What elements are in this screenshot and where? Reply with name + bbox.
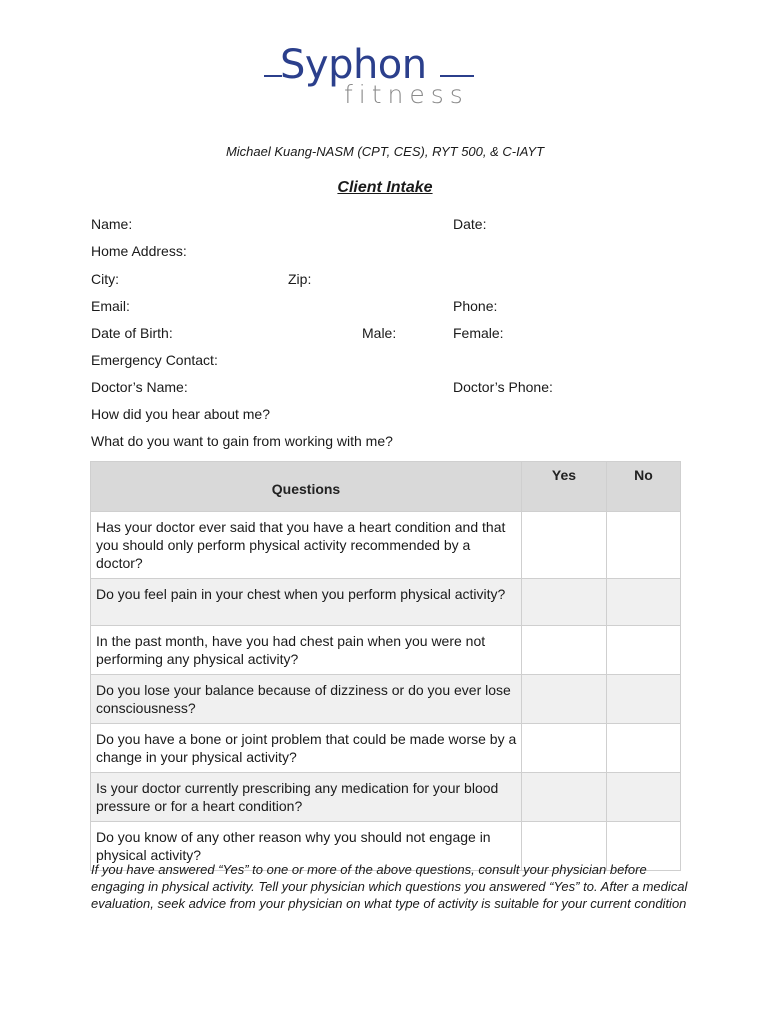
email-field[interactable]: Email: bbox=[91, 298, 130, 314]
no-checkbox-cell[interactable] bbox=[607, 579, 681, 626]
question-cell: Do you know of any other reason why you should not engage in physical activity? bbox=[91, 822, 522, 871]
emergency-contact-field[interactable]: Emergency Contact: bbox=[91, 352, 218, 368]
form-title: Client Intake bbox=[337, 179, 433, 196]
disclaimer-text: If you have answered “Yes” to one or more of the above questions, consult your physician before engaging in physical activity. Tell your physician which questions you answered “Yes” to. After a medical evaluation, seek advice from your physician on what type of activity is suitable for your current condition bbox=[91, 862, 688, 911]
question-cell: Is your doctor currently prescribing any medication for your blood pressure or for a heart condition? bbox=[91, 773, 522, 822]
no-checkbox-cell[interactable] bbox=[607, 512, 681, 579]
logo-line-right bbox=[440, 75, 474, 77]
phone-field[interactable]: Phone: bbox=[453, 298, 498, 314]
table-row bbox=[91, 675, 681, 724]
zip-field[interactable]: Zip: bbox=[288, 271, 312, 287]
syphon-fitness-logo bbox=[262, 42, 492, 116]
table-row bbox=[91, 773, 681, 822]
male-field[interactable]: Male: bbox=[362, 325, 397, 341]
name-field[interactable]: Name: bbox=[91, 216, 133, 232]
question-cell: Do you feel pain in your chest when you perform physical activity? bbox=[91, 579, 522, 626]
table-row bbox=[91, 512, 681, 579]
questions-header: Questions bbox=[91, 462, 522, 512]
no-checkbox-cell[interactable] bbox=[607, 675, 681, 724]
health-questions-table bbox=[90, 461, 681, 871]
table-row bbox=[91, 724, 681, 773]
female-field[interactable]: Female: bbox=[453, 325, 504, 341]
gain-field[interactable]: What do you want to gain from working with me? bbox=[91, 433, 393, 449]
yes-checkbox-cell[interactable] bbox=[522, 579, 607, 626]
no-header: No bbox=[607, 462, 681, 512]
table-row bbox=[91, 626, 681, 675]
home-address-field[interactable]: Home Address: bbox=[91, 243, 187, 259]
yes-checkbox-cell[interactable] bbox=[522, 724, 607, 773]
hear-about-field[interactable]: How did you hear about me? bbox=[91, 406, 270, 422]
question-cell: Do you have a bone or joint problem that could be made worse by a change in your physical activity? bbox=[91, 724, 522, 773]
no-checkbox-cell[interactable] bbox=[607, 724, 681, 773]
table-header-row bbox=[91, 462, 681, 512]
doctors-name-field[interactable]: Doctor’s Name: bbox=[91, 379, 188, 395]
logo-sub-text: fitness bbox=[344, 80, 469, 109]
city-field[interactable]: City: bbox=[91, 271, 119, 287]
logo-brand-text: Syphon bbox=[280, 42, 427, 88]
yes-checkbox-cell[interactable] bbox=[522, 675, 607, 724]
trainer-credentials: Michael Kuang-NASM (CPT, CES), RYT 500, & C-IAYT bbox=[225, 144, 545, 159]
no-checkbox-cell[interactable] bbox=[607, 626, 681, 675]
date-of-birth-field[interactable]: Date of Birth: bbox=[91, 325, 173, 341]
yes-header: Yes bbox=[522, 462, 607, 512]
yes-checkbox-cell[interactable] bbox=[522, 773, 607, 822]
question-cell: Has your doctor ever said that you have a heart condition and that you should only perform physical activity recommended by a doctor? bbox=[91, 512, 522, 579]
table-row bbox=[91, 579, 681, 626]
yes-checkbox-cell[interactable] bbox=[522, 626, 607, 675]
question-cell: In the past month, have you had chest pain when you were not performing any physical activity? bbox=[91, 626, 522, 675]
date-field[interactable]: Date: bbox=[453, 216, 487, 232]
question-cell: Do you lose your balance because of dizziness or do you ever lose consciousness? bbox=[91, 675, 522, 724]
no-checkbox-cell[interactable] bbox=[607, 773, 681, 822]
yes-checkbox-cell[interactable] bbox=[522, 512, 607, 579]
doctors-phone-field[interactable]: Doctor’s Phone: bbox=[453, 379, 553, 395]
